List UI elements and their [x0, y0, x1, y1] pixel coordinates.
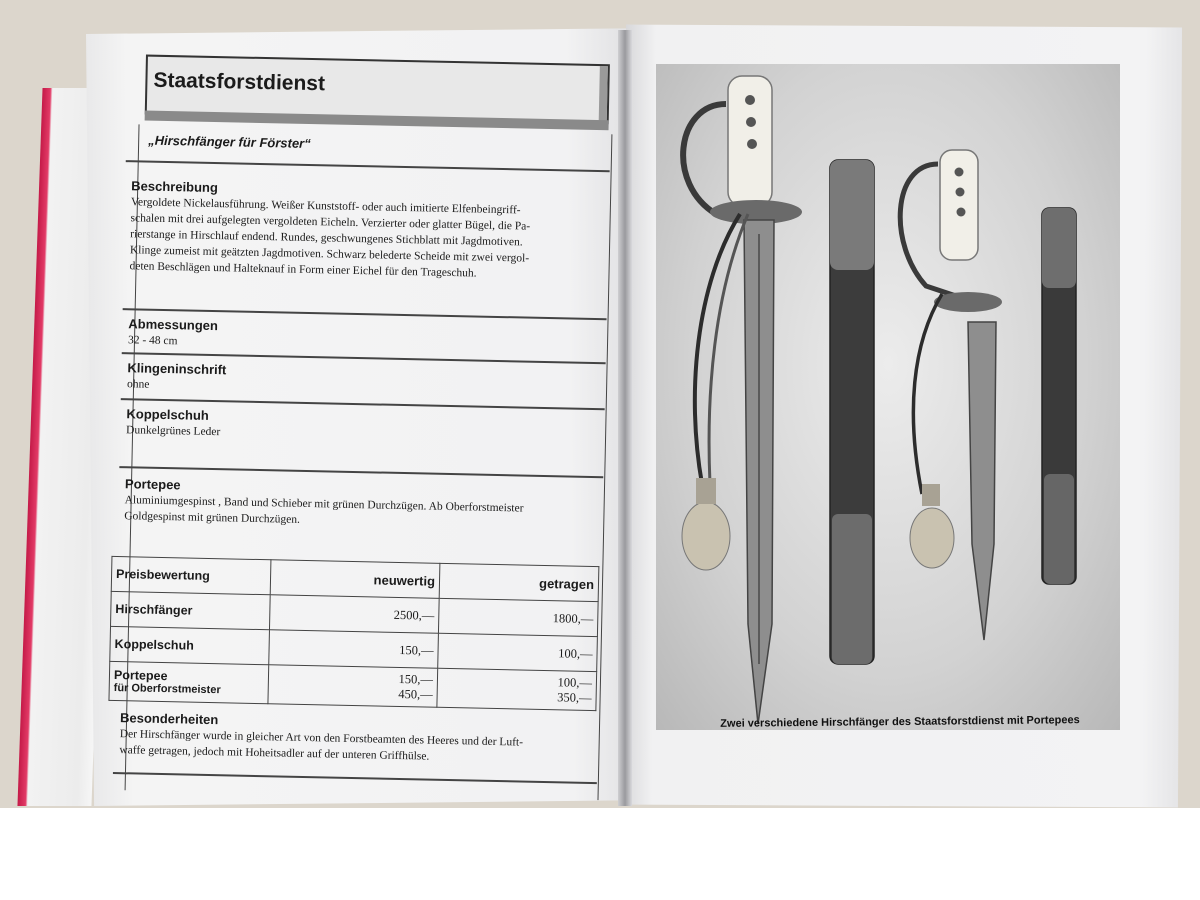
table-cell-label [109, 661, 269, 703]
grip [940, 150, 978, 260]
section-text: 32 - 48 cm [127, 334, 178, 348]
text-line: Klinge zumeist mit geätzten Jagdmotiven. Schwarz belederte Scheide mit zwei vergol- [129, 244, 530, 265]
section-label: Koppelschuh [126, 406, 209, 423]
tassel-slider [696, 478, 716, 504]
value-line: 450,— [398, 686, 433, 702]
acorn-dot [957, 208, 966, 217]
text-line: Der Hirschfänger wurde in gleicher Art von den Forstbeamten des Heeres und der Luft- [119, 728, 524, 749]
page-title: Staatsforstdienst [153, 68, 326, 96]
value-line: 150,— [398, 671, 434, 687]
table-cell-label: Hirschfänger [111, 591, 271, 629]
scabbard-fitting [830, 160, 874, 270]
table-header-cell: getragen [439, 563, 599, 601]
table-header-cell: neuwertig [270, 560, 440, 599]
shell-guard [934, 292, 1002, 312]
section-label: Klingeninschrift [127, 360, 227, 378]
acorn-dot [747, 139, 757, 149]
section-label: Besonderheiten [119, 710, 219, 728]
table-cell-value: 150,— [269, 630, 439, 669]
text-line: deten Beschlägen und Halteknauf in Form einer Eichel für den Trageschuh. [129, 260, 477, 280]
table-cell-label: Koppelschuh [110, 626, 270, 664]
scabbard-fitting [1042, 208, 1076, 288]
acorn-dot [746, 117, 756, 127]
portepee-cord [709, 214, 748, 484]
table-cell-value: 2500,— [269, 595, 439, 634]
section-besonderheiten [119, 710, 594, 768]
acorn-dot [955, 168, 964, 177]
scabbard-fitting [832, 514, 872, 664]
text-line: waffe getragen, jedoch mit Hoheitsadler auf der unteren Griffhülse. [119, 744, 430, 763]
acorn-dot [745, 95, 755, 105]
tassel [682, 502, 730, 570]
text-line: Aluminiumgespinst , Band und Schieber mit grünen Durchzügen. Ab Oberforstmeister [124, 494, 524, 515]
scabbard-fitting [1044, 474, 1074, 584]
section-text [129, 194, 605, 284]
tassel [910, 508, 954, 568]
section-label: Beschreibung [131, 178, 219, 196]
table-cell-value [437, 668, 597, 710]
portepee-cord [913, 294, 942, 494]
section-label: Portepee [124, 476, 181, 493]
section-portepee [124, 476, 599, 534]
table-cell-value: 100,— [438, 633, 598, 671]
blade [968, 322, 996, 640]
title-box-shadow [599, 66, 608, 122]
section-text: Dunkelgrünes Leder [125, 424, 221, 439]
photo-caption: Zwei verschiedene Hirschfänger des Staatsforstdienst mit Portepees [720, 714, 1080, 730]
section-beschreibung [129, 178, 605, 284]
text-line: Goldgespinst mit grünen Durchzügen. [124, 510, 301, 526]
section-text: ohne [126, 378, 150, 391]
dagger-photo [656, 64, 1120, 730]
tassel-slider [922, 484, 940, 506]
subtitle: „Hirschfänger für Förster“ [148, 132, 311, 152]
left-page-content [105, 54, 614, 804]
book-gutter [618, 30, 632, 806]
section-label: Abmessungen [128, 316, 219, 334]
table-cell-value: 1800,— [438, 598, 598, 636]
acorn-dot [956, 188, 965, 197]
text-line: schalen mit drei aufgelegten vergoldeten Eicheln. Verzierter oder glatter Bügel, die Pa- [130, 212, 531, 233]
row-label: Portepee [113, 668, 168, 684]
table-cell-value [268, 665, 438, 708]
dagger-illustration [656, 64, 1120, 730]
price-table [108, 556, 599, 711]
value-line: 350,— [557, 690, 592, 706]
row-sublabel: für Oberforstmeister [113, 682, 221, 697]
text-line: Vergoldete Nickelausführung. Weißer Kunststoff- oder auch imitierte Elfenbeingriff- [130, 196, 521, 217]
table-header-cell: Preisbewertung [111, 556, 271, 594]
text-line: rierstange in Hirschlauf endend. Rundes, geschwungenes Stichblatt mit Jagdmotiven. [130, 228, 523, 249]
value-line: 100,— [557, 675, 593, 691]
